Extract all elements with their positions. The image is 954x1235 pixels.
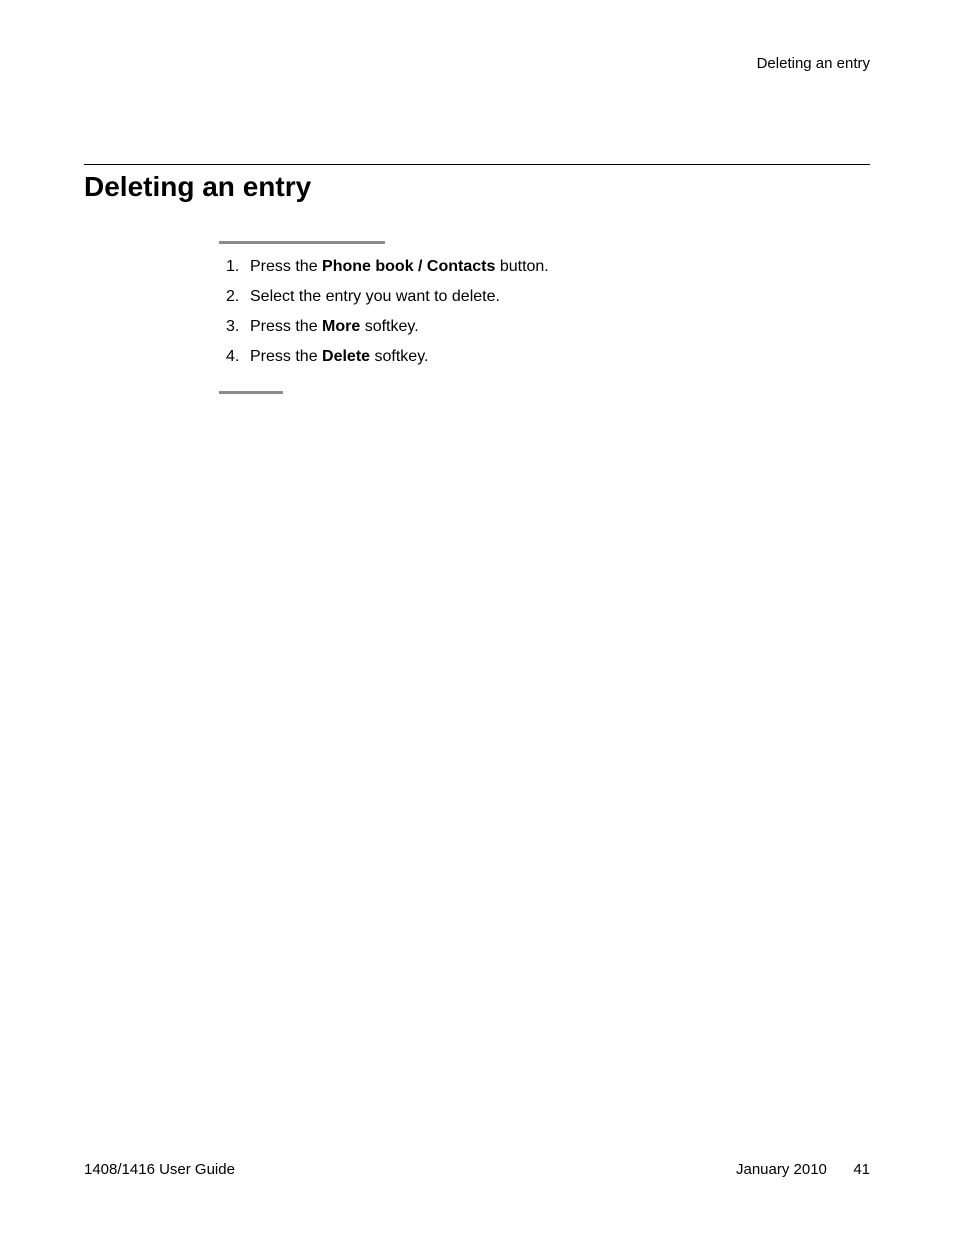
step-text-before: Press the [250,318,323,335]
step-number: 2. [226,288,240,305]
step-text [250,316,419,338]
title-rule [84,164,870,165]
step-number: 1. [226,258,240,275]
step-number: 3. [226,318,240,335]
footer-document-title: 1408/1416 User Guide [84,1161,235,1178]
step-text-after: button. [495,258,549,275]
step-text [250,286,500,308]
step-text-bold: More [322,318,361,335]
step-text-before: Press the [250,348,323,365]
procedure-start-rule [219,241,385,244]
step-text [250,346,428,368]
step-number: 4. [226,348,240,365]
footer-page-number: 41 [853,1161,870,1178]
step-text-before: Select the entry you want to delete. [250,288,500,305]
running-header: Deleting an entry [756,55,870,72]
page-title: Deleting an entry [84,171,312,202]
procedure-end-rule [219,391,283,394]
footer-date: January 2010 [736,1161,827,1178]
step-text-after: softkey. [360,318,419,335]
step-text-before: Press the [250,258,323,275]
step-text [250,256,549,278]
step-text-after: softkey. [370,348,429,365]
step-text-bold: Delete [322,348,371,365]
step-text-bold: Phone book / Contacts [322,258,496,275]
